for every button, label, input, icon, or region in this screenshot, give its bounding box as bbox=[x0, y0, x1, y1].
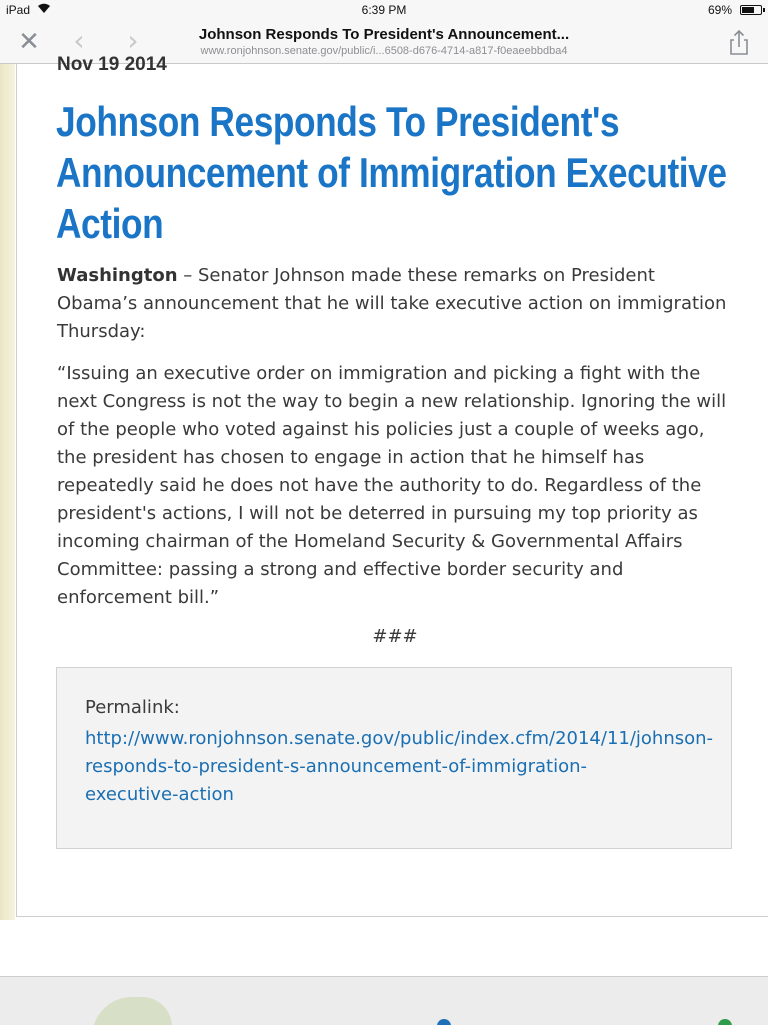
dateline: Washington bbox=[57, 265, 178, 286]
page-background-strip bbox=[0, 64, 15, 920]
article-intro bbox=[57, 262, 737, 346]
close-icon[interactable]: ✕ bbox=[18, 27, 40, 57]
article-quote: “Issuing an executive order on immigration and picking a fight with the next Congress is not the way to begin a new relationship. Ignoring the will of the people who voted against his policies just a couple of weeks ago, the president has chosen to engage in action that he himself has repeatedly said he does not have the authority to do. Regardless of the president's actions, I will not be deterred in pursuing my top priority as incoming chairman of the Homeland Security & Governmental Affairs Committee: passing a strong and effective border security and enforcement bill.” bbox=[57, 363, 727, 608]
page-footer bbox=[0, 976, 768, 1025]
footer-map-graphic bbox=[92, 997, 172, 1025]
status-time: 6:39 PM bbox=[361, 3, 407, 17]
article-headline: Johnson Responds To President's Announcement of Immigration Executive Action bbox=[56, 98, 727, 247]
permalink-label: Permalink: bbox=[85, 697, 180, 718]
device-name: iPad bbox=[6, 3, 31, 17]
page-title: Johnson Responds To President's Announcement... bbox=[198, 26, 570, 43]
chevron-left-icon[interactable]: ‹ bbox=[73, 24, 85, 57]
footer-marker-icon bbox=[437, 1019, 451, 1025]
permalink-url[interactable]: http://www.ronjohnson.senate.gov/public/index.cfm/2014/11/johnson- responds-to-president-s-announcement-of-immigration- executive-action bbox=[85, 728, 714, 805]
share-icon[interactable] bbox=[726, 28, 752, 56]
intro-text: – Senator Johnson made these remarks on President Obama’s announcement that he will take executive action on immigration Thursday: bbox=[57, 265, 727, 342]
article-date: Nov 19 2014 bbox=[57, 54, 167, 75]
battery-percent: 69% bbox=[707, 3, 732, 17]
status-bar bbox=[0, 0, 768, 20]
footer-marker-icon bbox=[718, 1019, 732, 1025]
chevron-right-icon[interactable]: › bbox=[127, 24, 139, 57]
page-url[interactable]: www.ronjohnson.senate.gov/public/i...6508-d676-4714-a817-f0eaeebbdba4 bbox=[200, 45, 568, 57]
battery-icon bbox=[740, 5, 762, 15]
article-end-marker: ### bbox=[372, 626, 418, 647]
